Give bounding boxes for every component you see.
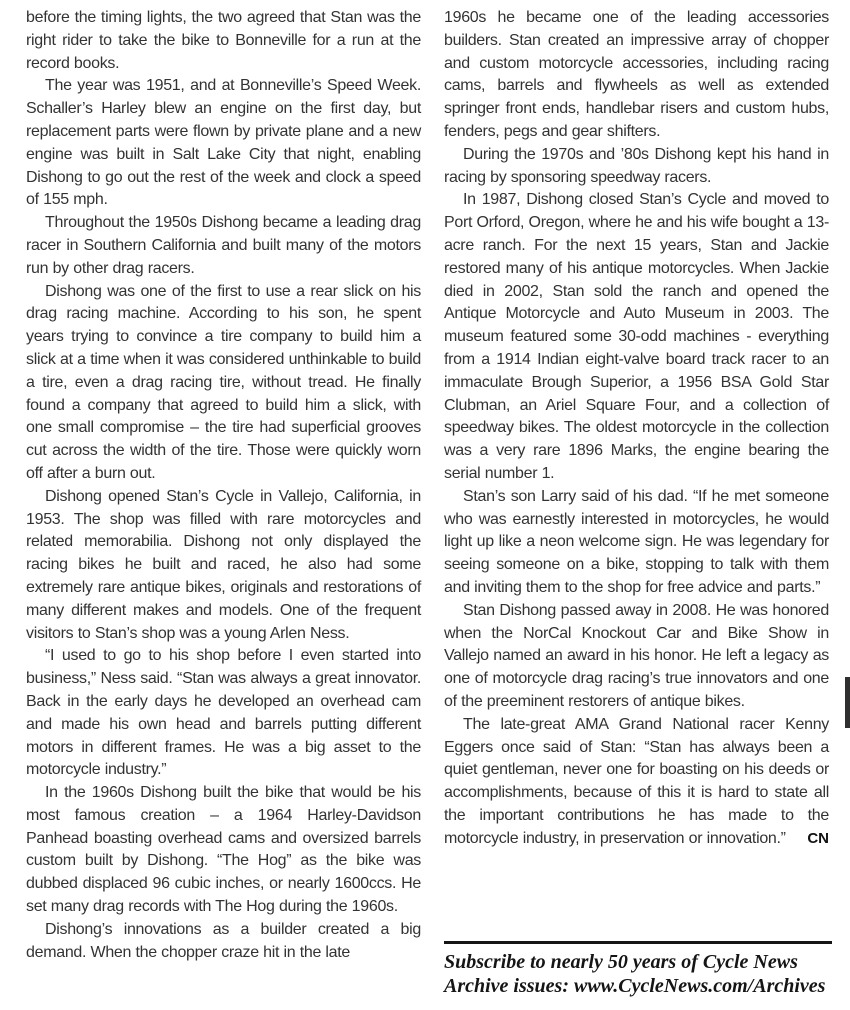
article-columns	[26, 7, 829, 964]
article-paragraph: Throughout the 1950s Dishong became a leading drag racer in Southern California and built many of the motors run by other drag racers.	[26, 214, 421, 277]
article-paragraph: Stan’s son Larry said of his dad. “If he met someone who was earnestly interested in motorcycles, he would light up like a neon welcome sign. He was legendary for seeing someone on a bike, stopping to talk with them and inviting them to the shop for free advice and parts.”	[444, 487, 829, 596]
footer	[444, 941, 832, 998]
article-paragraph: During the 1970s and ’80s Dishong kept his hand in racing by sponsoring speedway racers.	[444, 145, 829, 186]
article-end-mark: CN	[807, 829, 829, 847]
article-column-left	[26, 7, 421, 964]
article-paragraph: 1960s he became one of the leading accessories builders. Stan created an impressive array of chopper and custom motorcycle accessories, including racing cams, barrels and flywheels as well as extended springer front ends, handlebar risers and custom hubs, fenders, pegs and gear shifters.	[444, 9, 829, 140]
archive-url-line: Archive issues: www.CycleNews.com/Archives	[444, 975, 826, 997]
article-column-right	[444, 7, 829, 964]
footer-divider	[444, 941, 832, 944]
article-paragraph: “I used to go to his shop before I even started into business,” Ness said. “Stan was always a great innovator. Back in the early days he developed an overhead cam and made his own head and barrels putting different motors in different frames. He was a big asset to the motorcycle industry.”	[26, 647, 421, 779]
article-paragraph: The late-great AMA Grand National racer Kenny Eggers once said of Stan: “Stan has always been a quiet gentleman, never one for boasting on his deeds or accomplishments, because of this it is hard to state all the important contributions he has made to the motorcycle industry, in preservation or innovation.” CN	[444, 714, 829, 851]
article-paragraph: The year was 1951, and at Bonneville’s Speed Week. Schaller’s Harley blew an engine on the first day, but replacement parts were flown by private plane and a new engine was built in Salt Lake City that night, enabling Dishong to go out the rest of the week and clock a speed of 155 mph.	[26, 77, 421, 209]
scrollbar-thumb[interactable]	[845, 677, 850, 728]
article-paragraph: Dishong was one of the first to use a rear slick on his drag racing machine. According to his son, he spent years trying to convince a tire company to build him a slick at a time when it was considered unthinkable to build a tire, even a drag racing tire, without tread. He finally found a company that agreed to build him a slick, with one small compromise – the tire had superficial grooves cut across the width of the tire. Those were quickly worn off after a burn out.	[26, 282, 421, 482]
article-paragraph: In the 1960s Dishong built the bike that would be his most famous creation – a 1964 Harley-Davidson Panhead boasting overhead cams and oversized barrels custom built by Dishong. “The Hog” as the bike was dubbed displaced 96 cubic inches, or nearly 1600ccs. He set many drag records with The Hog during the 1960s.	[26, 784, 421, 916]
article-paragraph: Dishong opened Stan’s Cycle in Vallejo, California, in 1953. The shop was filled with rare motorcycles and related memorabilia. Dishong not only displayed the racing bikes he built and raced, he also had some extremely rare antique bikes, originals and restorations of many different makes and models. One of the frequent visitors to Stan’s shop was a young Arlen Ness.	[26, 487, 421, 642]
article-paragraph: Dishong’s innovations as a builder created a big demand. When the chopper craze hit in the late	[26, 920, 421, 961]
article-paragraph: Stan Dishong passed away in 2008. He was honored when the NorCal Knockout Car and Bike Show in Vallejo named an award in his honor. He left a legacy as one of motorcycle drag racing’s true innovators and one of the preeminent restorers of antique bikes.	[444, 601, 829, 710]
article-paragraph: In 1987, Dishong closed Stan’s Cycle and moved to Port Orford, Oregon, where he and his wife bought a 13-acre ranch. For the next 15 years, Stan and Jackie restored many of his antique motorcycles. When Jackie died in 2002, Stan sold the ranch and opened the Antique Motorcycle and Auto Museum in 2003. The museum featured some 30-odd machines - everything from a 1914 Indian eight-valve board track racer to an immaculate Brough Superior, a 1956 BSA Gold Star Clubman, an Ariel Square Four, and a collection of speedway bikes. The oldest motorcycle in the collection was a very rare 1896 Marks, the engine bearing the serial number 1.	[444, 191, 829, 482]
subscribe-text-line: Subscribe to nearly 50 years of Cycle News	[444, 951, 798, 973]
article-paragraph: before the timing lights, the two agreed that Stan was the right rider to take the bike to Bonneville for a run at the record books.	[26, 9, 421, 72]
